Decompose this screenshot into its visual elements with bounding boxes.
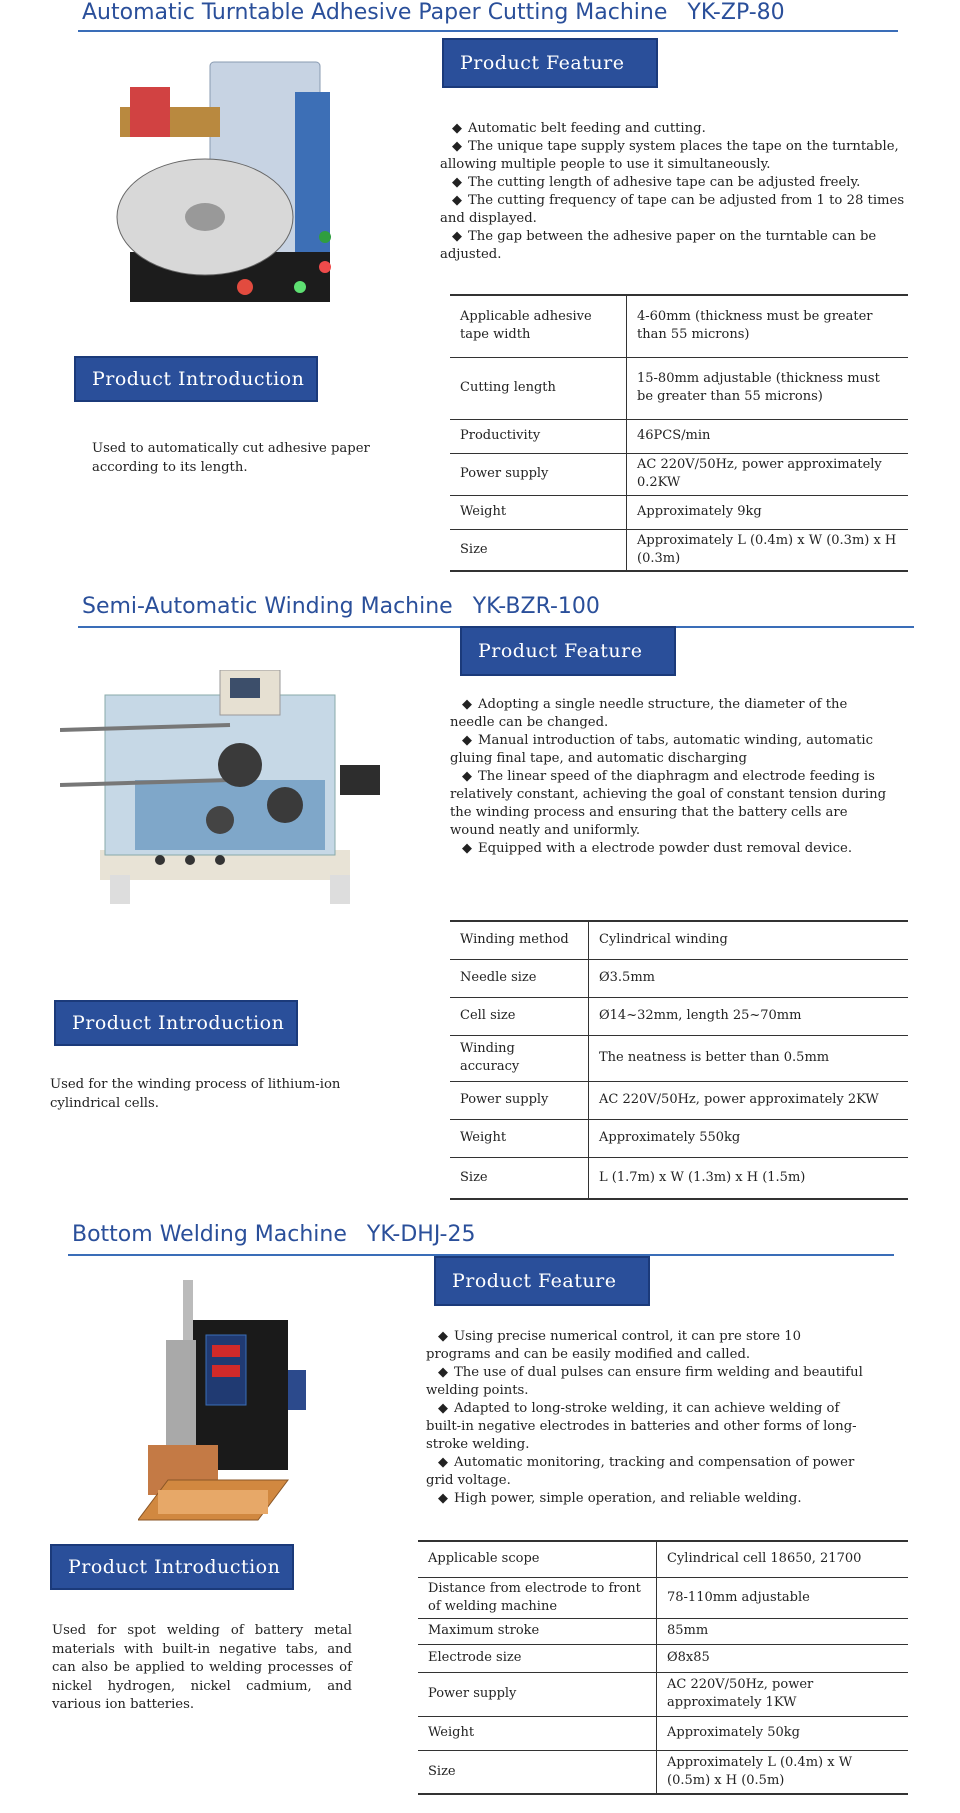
spec-key: Maximum stroke <box>418 1618 657 1644</box>
feature-item <box>426 1400 866 1454</box>
diamond-bullet-icon: ◆ <box>452 229 462 244</box>
spec-key: Size <box>418 1750 657 1794</box>
diamond-bullet-icon: ◆ <box>438 1455 448 1470</box>
table-row <box>450 529 908 571</box>
spec-table <box>450 294 908 572</box>
diamond-bullet-icon: ◆ <box>462 769 472 784</box>
product-feature-badge <box>460 626 676 676</box>
product-model: YK-ZP-80 <box>687 0 785 25</box>
diamond-bullet-icon: ◆ <box>438 1329 448 1344</box>
spec-key: Applicable adhesive tape width <box>450 295 627 357</box>
spec-key: Weight <box>450 1119 589 1157</box>
spec-value: Approximately 50kg <box>657 1716 909 1750</box>
spec-value: AC 220V/50Hz, power approximately 0.2KW <box>627 453 909 495</box>
diamond-bullet-icon: ◆ <box>438 1491 448 1506</box>
product-section-welding-machine <box>0 1218 960 1813</box>
product-intro-text: Used for the winding process of lithium-ion cylindrical cells. <box>50 1077 341 1111</box>
table-row <box>450 1119 908 1157</box>
product-model: YK-DHJ-25 <box>366 1222 476 1247</box>
spec-key: Distance from electrode to front of welding machine <box>418 1577 657 1618</box>
product-intro-text: Used to automatically cut adhesive paper according to its length. <box>92 441 370 475</box>
table-row <box>418 1750 908 1794</box>
spec-key: Electrode size <box>418 1644 657 1672</box>
feature-item <box>426 1364 866 1400</box>
feature-text: The use of dual pulses can ensure firm welding and beautiful welding points. <box>426 1365 863 1398</box>
feature-text: Adapted to long-stroke welding, it can achieve welding of built-in negative electrodes in batteries and other forms of long-stroke welding. <box>426 1401 857 1452</box>
feature-text: Adopting a single needle structure, the diameter of the needle can be changed. <box>450 697 848 730</box>
diamond-bullet-icon: ◆ <box>462 697 472 712</box>
spec-value: Cylindrical winding <box>589 921 909 959</box>
table-row <box>418 1618 908 1644</box>
spec-key: Power supply <box>450 453 627 495</box>
spec-value: Approximately 550kg <box>589 1119 909 1157</box>
spec-key: Winding method <box>450 921 589 959</box>
product-introduction-badge <box>50 1544 294 1590</box>
diamond-bullet-icon: ◆ <box>438 1365 448 1380</box>
product-feature-badge <box>434 1256 650 1306</box>
table-row <box>450 921 908 959</box>
feature-item <box>426 1328 866 1364</box>
section-title <box>82 0 785 25</box>
table-row <box>450 997 908 1035</box>
feature-item <box>450 768 896 840</box>
product-feature-badge <box>442 38 658 88</box>
feature-item <box>440 174 920 192</box>
table-row <box>450 1157 908 1199</box>
spec-value: 85mm <box>657 1618 909 1644</box>
diamond-bullet-icon: ◆ <box>452 175 462 190</box>
badge-label: Product Introduction <box>72 1012 285 1034</box>
spec-value: The neatness is better than 0.5mm <box>589 1035 909 1081</box>
spec-value: Cylindrical cell 18650, 21700 <box>657 1541 909 1577</box>
table-row <box>450 959 908 997</box>
spec-key: Weight <box>418 1716 657 1750</box>
spec-key: Size <box>450 1157 589 1199</box>
spec-value: 4-60mm (thickness must be greater than 55 microns) <box>627 295 909 357</box>
feature-text: The cutting frequency of tape can be adjusted from 1 to 28 times and displayed. <box>440 193 905 226</box>
section-title <box>82 594 600 619</box>
feature-item <box>440 120 920 138</box>
badge-label: Product Feature <box>460 52 625 74</box>
feature-text: Using precise numerical control, it can pre store 10 programs and can be easily modified and called. <box>426 1329 802 1362</box>
diamond-bullet-icon: ◆ <box>462 841 472 856</box>
table-row <box>418 1577 908 1618</box>
winding-machine-photo <box>60 670 390 904</box>
spec-key: Size <box>450 529 627 571</box>
diamond-bullet-icon: ◆ <box>452 193 462 208</box>
table-row <box>450 357 908 419</box>
feature-list <box>450 696 896 858</box>
feature-text: The cutting length of adhesive tape can be adjusted freely. <box>468 175 861 190</box>
feature-item <box>440 228 920 264</box>
spec-key: Power supply <box>450 1081 589 1119</box>
spec-key: Needle size <box>450 959 589 997</box>
diamond-bullet-icon: ◆ <box>438 1401 448 1416</box>
spec-table <box>418 1540 908 1795</box>
product-model: YK-BZR-100 <box>472 594 600 619</box>
table-row <box>418 1672 908 1716</box>
spec-value: Ø3.5mm <box>589 959 909 997</box>
feature-text: Equipped with a electrode powder dust removal device. <box>478 841 853 856</box>
table-row <box>450 453 908 495</box>
feature-item <box>450 840 896 858</box>
spec-value: 46PCS/min <box>627 419 909 453</box>
feature-text: Automatic belt feeding and cutting. <box>468 121 706 136</box>
spec-key: Cutting length <box>450 357 627 419</box>
spec-value: 15-80mm adjustable (thickness must be greater than 55 microns) <box>627 357 909 419</box>
product-introduction-badge <box>54 1000 298 1046</box>
badge-label: Product Feature <box>452 1270 617 1292</box>
spec-key: Winding accuracy <box>450 1035 589 1081</box>
spec-value: AC 220V/50Hz, power approximately 1KW <box>657 1672 909 1716</box>
feature-item <box>426 1490 866 1508</box>
product-name: Bottom Welding Machine <box>72 1222 347 1247</box>
spec-value: AC 220V/50Hz, power approximately 2KW <box>589 1081 909 1119</box>
table-row <box>450 295 908 357</box>
table-row <box>450 495 908 529</box>
feature-list <box>426 1328 866 1508</box>
feature-text: The gap between the adhesive paper on the turntable can be adjusted. <box>440 229 877 262</box>
product-section-cutting-machine <box>0 0 960 580</box>
feature-item <box>450 696 896 732</box>
table-row <box>450 419 908 453</box>
diamond-bullet-icon: ◆ <box>452 121 462 136</box>
feature-item <box>440 192 920 228</box>
product-section-winding-machine <box>0 590 960 1210</box>
badge-label: Product Introduction <box>68 1556 281 1578</box>
feature-item <box>440 138 920 174</box>
title-underline <box>78 30 898 32</box>
cutting-machine-photo <box>100 52 360 312</box>
table-row <box>450 1081 908 1119</box>
spec-table <box>450 920 908 1200</box>
badge-label: Product Feature <box>478 640 643 662</box>
spec-key: Productivity <box>450 419 627 453</box>
spec-value: Ø14~32mm, length 25~70mm <box>589 997 909 1035</box>
diamond-bullet-icon: ◆ <box>462 733 472 748</box>
spec-key: Applicable scope <box>418 1541 657 1577</box>
product-introduction-badge <box>74 356 318 402</box>
spec-value: Ø8x85 <box>657 1644 909 1672</box>
feature-text: Manual introduction of tabs, automatic winding, automatic gluing final tape, and automatic discharging <box>450 733 874 766</box>
feature-item <box>450 732 896 768</box>
section-title <box>72 1222 476 1247</box>
table-row <box>418 1541 908 1577</box>
spec-value: Approximately L (0.4m) x W (0.3m) x H (0.3m) <box>627 529 909 571</box>
spec-value: L (1.7m) x W (1.3m) x H (1.5m) <box>589 1157 909 1199</box>
badge-label: Product Introduction <box>92 368 305 390</box>
feature-text: The unique tape supply system places the tape on the turntable, allowing multiple people to use it simultaneously. <box>440 139 899 172</box>
table-row <box>418 1644 908 1672</box>
spec-value: 78-110mm adjustable <box>657 1577 909 1618</box>
feature-list <box>440 120 920 264</box>
feature-item <box>426 1454 866 1490</box>
diamond-bullet-icon: ◆ <box>452 139 462 154</box>
product-name: Semi-Automatic Winding Machine <box>82 594 453 619</box>
table-row <box>418 1716 908 1750</box>
feature-text: Automatic monitoring, tracking and compensation of power grid voltage. <box>426 1455 855 1488</box>
table-row <box>450 1035 908 1081</box>
welding-machine-photo <box>138 1280 318 1542</box>
spec-key: Power supply <box>418 1672 657 1716</box>
spec-value: Approximately L (0.4m) x W (0.5m) x H (0.5m) <box>657 1750 909 1794</box>
feature-text: The linear speed of the diaphragm and electrode feeding is relatively constant, achieving the goal of constant tension during the winding process and ensuring that the battery cells are wound neatly and uniformly. <box>450 769 887 838</box>
spec-value: Approximately 9kg <box>627 495 909 529</box>
product-intro-text: Used for spot welding of battery metal materials with built-in negative tabs, and can also be applied to welding processes of nickel hydrogen, nickel cadmium, and various ion batteries. <box>52 1623 352 1712</box>
feature-text: High power, simple operation, and reliable welding. <box>454 1491 802 1506</box>
product-name: Automatic Turntable Adhesive Paper Cutting Machine <box>82 0 668 25</box>
spec-key: Weight <box>450 495 627 529</box>
spec-key: Cell size <box>450 997 589 1035</box>
